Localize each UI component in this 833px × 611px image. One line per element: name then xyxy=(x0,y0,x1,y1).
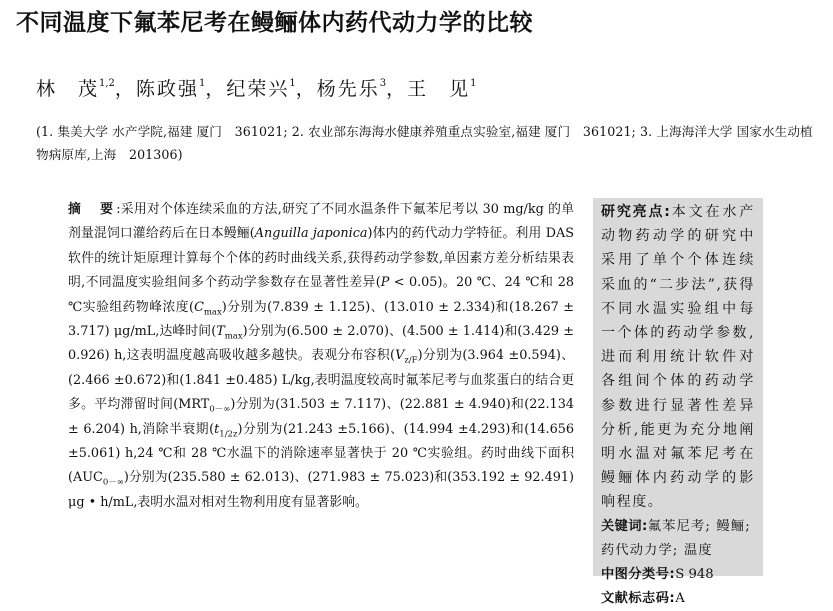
abstract-text: < 0.05)。20 ℃、24 ℃和 28 ℃实验组药物峰浓度( xyxy=(68,275,575,315)
clc-label: 中图分类号: xyxy=(601,566,676,582)
author-separator: ， xyxy=(386,78,408,100)
author-list xyxy=(36,76,816,102)
abstract-text: )分别为(3.964 ±0.594)、(2.466 ±0.672)和(1.841 ±0.485) L/kg,表明温度较高时氟苯尼考与血浆蛋白的结合更多。平均滞留时间(MRT xyxy=(68,348,575,413)
cmax-symbol: C xyxy=(194,299,204,315)
vz-symbol: V xyxy=(395,348,405,364)
author-affiliation-mark: 1 xyxy=(289,78,296,89)
author-name: 陈政强 xyxy=(135,78,199,100)
research-highlights xyxy=(601,200,763,515)
author-affiliation-mark: 1 xyxy=(470,78,477,89)
abstract-text: )分别为(7.839 ± 1.125)、(13.010 ± 2.334)和(18.267 ± 3.717) μg/mL,达峰时间( xyxy=(68,299,574,340)
abstract-label-colon: : xyxy=(116,202,121,217)
abstract-text: )分别为(31.503 ± 7.117)、(22.881 ± 4.940)和(22.134 ± 6.204) h,消除半衰期( xyxy=(68,397,574,437)
keywords-text: 氟苯尼考; 鳗鲡; 药代动力学; 温度 xyxy=(601,518,751,558)
p-value-symbol: P xyxy=(380,275,390,291)
abstract-label: 摘 要 xyxy=(68,202,117,217)
auc-subscript: 0－∞ xyxy=(102,478,124,489)
author-affiliation-mark: 1 xyxy=(198,78,206,89)
half-life-subscript: 1/2z xyxy=(219,429,238,440)
affiliations: (1. 集美大学 水产学院,福建 厦门 361021; 2. 农业部东海海水健康养殖重点实验室,福建 厦门 361021; 3. 上海海洋大学 国家水生动植物病原库,上海 201306) xyxy=(36,124,813,162)
abstract-text: )体内的药代动力学特征。利用 DAS 软件的统计矩原理计算每个个体的药时曲线关系,获得药动学参数,单因素方差分析结果表明,不同温度实验组间多个药动学参数存在显著性差异( xyxy=(68,226,574,291)
author-name: 林 茂 xyxy=(36,78,100,100)
clc-value: S 948 xyxy=(675,566,714,582)
abstract-text: 采用对个体连续采血的方法,研究了不同水温条件下氟苯尼考以 30 mg/kg 的单剂量混饲口灌给药后在日本鳗鲡( xyxy=(68,202,575,242)
abstract-text: )分别为(235.580 ± 62.013)、(271.983 ± 75.023)和(353.192 ± 92.491) μg • h/mL,表明水温对相对生物利用度有显著影响。 xyxy=(68,470,574,510)
abstract xyxy=(68,198,574,515)
highlights-text: 本文在水产动物药动学的研究中采用了单个个体连续采血的“二步法”,获得不同水温实验组中每一个体的药动学参数,进而利用统计软件对各组间个体的药动学参数进行显著性差异分析,能更为充分地阐明水温对氟苯尼考在鳗鲡体内药动学的影响程度。 xyxy=(601,204,755,511)
document-code-value: A xyxy=(675,590,685,606)
author-separator: ， xyxy=(295,78,317,100)
author-affiliation-mark: 3 xyxy=(379,78,387,89)
author-affiliation-mark: 1,2 xyxy=(99,78,115,89)
abstract-text: )分别为(21.243 ±5.166)、(14.994 ±4.293)和(14.656 ±5.061) h,24 ℃和 28 ℃水温下的消除速率显著快于 20 ℃实验组。药时曲线下面积(AUC xyxy=(68,421,574,486)
keywords xyxy=(601,515,763,563)
keywords-label: 关键词: xyxy=(601,518,648,534)
tmax-subscript: max xyxy=(224,331,243,342)
highlights-label: 研究亮点: xyxy=(601,204,671,220)
abstract-text: )分别为(6.500 ± 2.070)、(4.500 ± 1.414)和(3.429 ± 0.926) h,这表明温度越高吸收越多越快。表观分布容积( xyxy=(68,324,574,364)
clc-number xyxy=(601,563,763,587)
vz-subscript: z/F xyxy=(404,355,418,366)
author-name: 纪荣兴 xyxy=(226,78,290,100)
mrt-subscript: 0－∞ xyxy=(209,404,231,415)
paper-title: 不同温度下氟苯尼考在鳗鲡体内药代动力学的比较 xyxy=(16,10,533,36)
document-code xyxy=(601,587,763,611)
tmax-symbol: T xyxy=(216,324,225,340)
author-name: 杨先乐 xyxy=(316,78,380,100)
highlights-sidebar xyxy=(593,198,763,606)
author-separator: ， xyxy=(205,78,227,100)
author-name: 王 见 xyxy=(407,78,471,100)
species-name: Anguilla japonica xyxy=(254,226,368,242)
cmax-subscript: max xyxy=(203,307,222,318)
author-separator: ， xyxy=(114,78,136,100)
document-code-label: 文献标志码: xyxy=(601,590,676,606)
half-life-symbol: t xyxy=(214,421,220,437)
